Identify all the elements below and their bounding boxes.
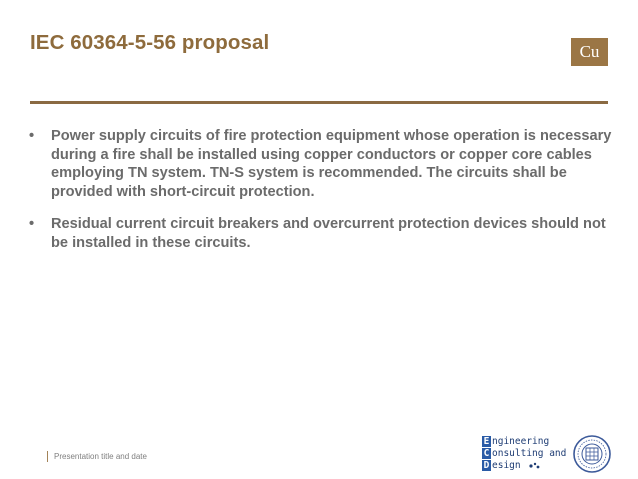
footer-separator <box>47 451 48 462</box>
logo-word: esign <box>492 460 521 471</box>
logo-word: onsulting and <box>492 448 567 459</box>
bullet-item <box>29 215 619 252</box>
bullet-text: Power supply circuits of fire protection equipment whose operation is necessary during a fire shall be installed using copper conductors or copper core cables employing TN system. TN-S system is recommended. The circuits shall be provided with short-circuit protection. <box>51 128 612 200</box>
logo-line-consulting <box>482 448 566 460</box>
university-seal-icon <box>573 435 611 473</box>
title-divider <box>30 101 608 104</box>
ecd-company-logo <box>482 436 566 476</box>
logo-line-engineering <box>482 436 549 448</box>
bullet-marker: • <box>29 216 35 233</box>
footer-caption: Presentation title and date <box>54 452 147 461</box>
cu-badge-logo: Cu <box>571 38 608 66</box>
bullet-item <box>29 127 619 201</box>
logo-line-design <box>482 460 541 472</box>
logo-cap-letter: C <box>483 448 490 459</box>
bullet-text: Residual current circuit breakers and overcurrent protection devices should not be installed in these circuits. <box>51 216 606 251</box>
slide-title: IEC 60364-5-56 proposal <box>30 31 270 54</box>
logo-cap-letter: E <box>483 436 490 447</box>
logo-cap-letter: D <box>483 460 490 471</box>
logo-dots-icon <box>529 462 541 470</box>
logo-word: ngineering <box>492 436 550 447</box>
bullet-marker: • <box>29 128 35 144</box>
bullet-list <box>29 127 619 267</box>
